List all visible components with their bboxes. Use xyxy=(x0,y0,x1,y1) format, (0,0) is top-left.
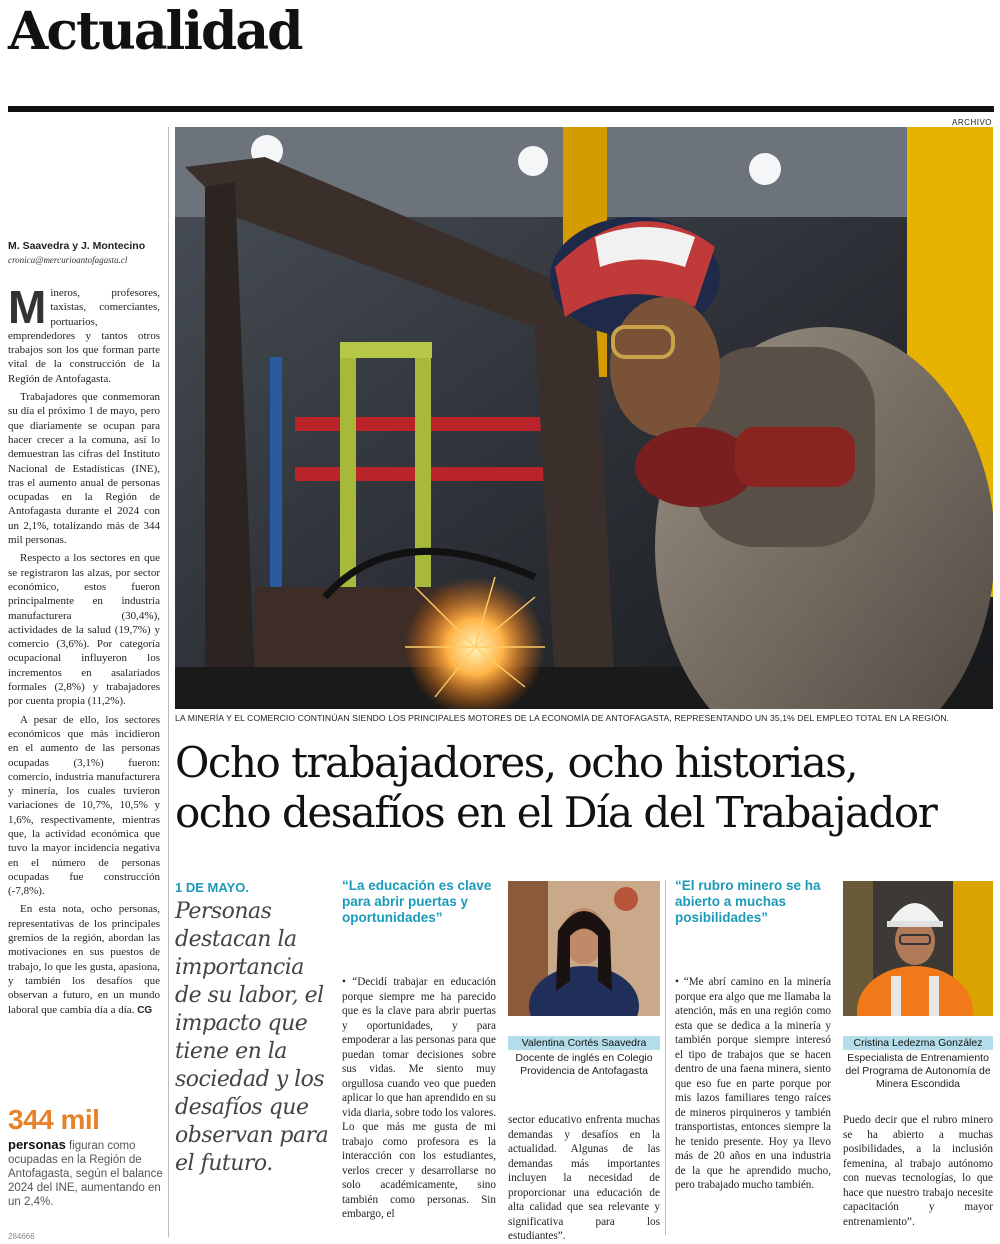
byline-authors: M. Saavedra y J. Montecino xyxy=(8,240,146,252)
profile-body-continued: Puedo decir que el rubro minero se ha abierto a muchas posibilidades, a la inclusión femenina, al trabajo autónomo con nuevas tecnologías, lo que hace que nuestro trabajo necesite capacitación y mayor entrenamiento”. xyxy=(843,1114,993,1228)
drop-cap: M xyxy=(8,281,47,333)
headline: Ocho trabajadores, ocho historias, ocho desafíos en el Día del Trabajador xyxy=(175,738,937,837)
profile-body: • “Decidí trabajar en educación porque siempre me ha parecido que es la clave para abrir puertas y oportunidades, y para empoderar a las personas para que puedan tomar decisiones sobre sus vidas. Me siento muy orgullosa cuando veo que pueden aplicar lo que han aprendido en su vida diaria, sobre todo los valores. Lo que más me gusta de mi trabajo como profesora es la interacción con los estudiantes, verlos crecer y desarrollarse no solo académicamente, sino también como personas. Sin embargo, el xyxy=(342,976,496,1220)
end-mark: CG xyxy=(137,1004,153,1016)
stat-number: 344 mil xyxy=(8,1104,100,1135)
dek-kicker: 1 DE MAYO. xyxy=(175,880,249,895)
photo-credit: ARCHIVO xyxy=(952,118,992,127)
profile-role: Docente de inglés en Colegio Providencia de Antofagasta xyxy=(515,1052,653,1077)
portrait-miner xyxy=(843,881,993,1016)
article-paragraph: Trabajadores que conmemoran su día el próximo 1 de mayo, pero que diariamente se ocupan para hacer crecer a la comuna, así lo demuestran las cifras del Instituto Nacional de Estadísticas (INE), tras el aumento anual de personas ocupadas en la Región de Antofagasta durante el 2024 con un 2,1%, totalizando más de 344 mil personas. xyxy=(8,391,160,547)
byline xyxy=(8,240,168,265)
welder-photo-illustration xyxy=(175,127,993,709)
portrait-teacher xyxy=(508,881,660,1016)
main-photo xyxy=(175,127,993,709)
dek-text: Personas destacan la importancia de su labor, el impacto que tiene en la sociedad y los desafíos que observan para el futuro. xyxy=(175,899,329,1176)
article-paragraph: Mineros, profesores, taxistas, comerciantes, portuarios, emprendedores y tantos otros trabajos son los que forman parte vital de la construcción de la Región de Antofagasta. xyxy=(8,281,160,385)
stat-box xyxy=(8,1104,168,1209)
portrait-photo xyxy=(843,881,993,1016)
profile-quote: “La educación es clave para abrir puertas y oportunidades” xyxy=(342,878,492,925)
profile-role: Especialista de Entrenamiento del Programa de Autonomía de Minera Escondida xyxy=(845,1052,991,1090)
section-title: Actualidad xyxy=(8,1,302,62)
article-body xyxy=(8,281,160,1022)
profile-name: Valentina Cortés Saavedra xyxy=(508,1036,660,1050)
column-divider xyxy=(665,880,666,1235)
column-divider xyxy=(168,127,169,1237)
section-rule xyxy=(8,106,994,112)
profile-body-continued: sector educativo enfrenta muchas demandas y desafíos en la actualidad. Algunas de las demandas más importantes incluyen la necesidad de proporcionar una educación de alta calidad que sea relevante y significativa para los estudiantes”. xyxy=(508,1114,660,1242)
byline-email[interactable]: cronica@mercurioantofagasta.cl xyxy=(8,255,128,265)
photo-caption: LA MINERÍA Y EL COMERCIO CONTINÚAN SIENDO LOS PRINCIPALES MOTORES DE LA ECONOMÍA DE ANTOFAGASTA, REPRESENTANDO UN 35,1% DEL EMPLEO TOTAL EN LA REGIÓN. xyxy=(175,713,950,723)
profile-quote: “El rubro minero se ha abierto a muchas posibilidades” xyxy=(675,878,821,925)
article-paragraph: Respecto a los sectores en que se registraron las alzas, por sector económico, estos fueron principalmente en industria manufacturera (30,4%), actividades de la salud (19,7%) y comercio (3,6%). Por categoría ocupacional influyeron los incrementos en asalariados formales (2,8%) y trabajadores por cuenta propia (11,2%). xyxy=(8,552,160,708)
stat-text: personas figuran como ocupadas en la Región de Antofagasta, según el balance 2024 del INE, aumentando en un 2,4%. xyxy=(8,1137,163,1208)
article-paragraph: A pesar de ello, los sectores económicos que más incidieron en el aumento de las personas ocupadas (3,1%) fueron: comercio, industria manufacturera y minería, los cuales tuvieron variaciones de 10,7%, 10,5% y 1,6%, respectivamente, mientras que, la actividad económica que tuvo la mayor incidencia negativa en el número de personas ocupadas fue construcción (-7,8%). xyxy=(8,713,160,898)
profile-name: Cristina Ledezma González xyxy=(843,1036,993,1050)
profile-body: • “Me abrí camino en la minería porque era algo que me llamaba la atención, más en una región como esta que se dedica a la minería y también porque siempre interesó el tipo de trabajos que se hacen dentro de una faena minera, siento que eso fue en parte porque por mis lazos familiares tengo raíces de mineros pirquineros y también transportistas, entonces siempre la he tenido presente. Hoy ya llevo más de 20 años en una industria de la que he aprendido mucho, pero trabajado mucho también. xyxy=(675,976,831,1191)
article-paragraph: En esta nota, ocho personas, representativas de los principales gremios de la región, abordan las motivaciones en sus puestos de trabajo, lo que les gusta, apasiona, y también los desafíos que observan a futuro, en un mundo laboral que cambia día a día. CG xyxy=(8,903,160,1016)
page-code: 284666 xyxy=(8,1232,35,1241)
portrait-photo xyxy=(508,881,660,1016)
